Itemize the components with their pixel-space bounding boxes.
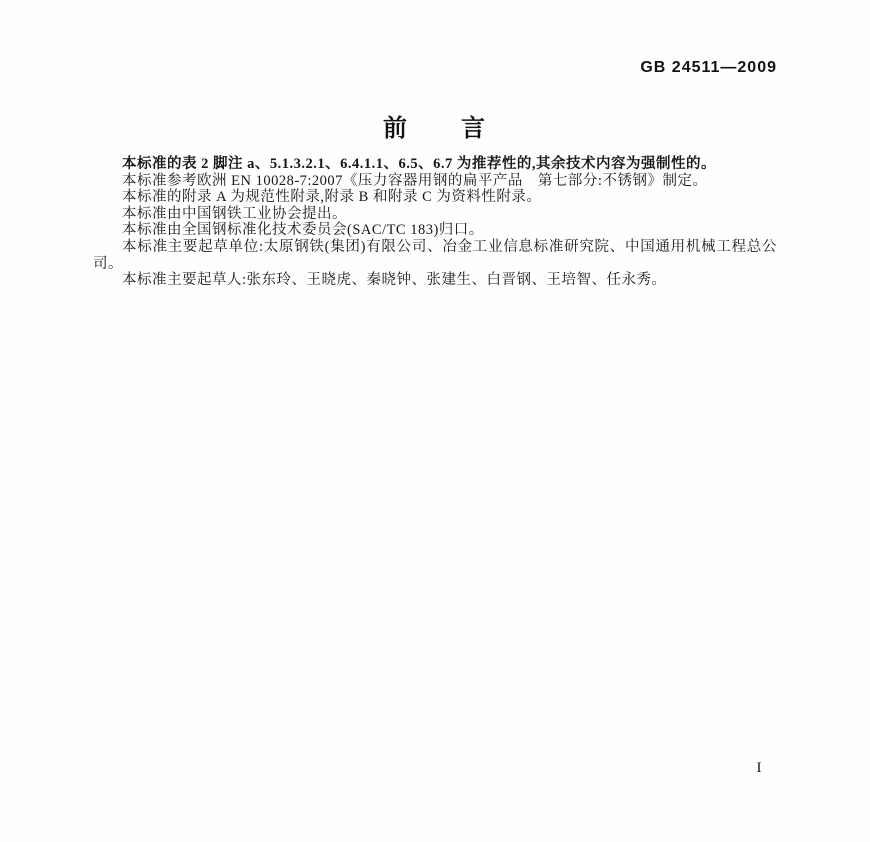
page-number: I [756, 760, 762, 776]
standard-number-header: GB 24511—2009 [640, 59, 777, 76]
foreword-body [93, 156, 777, 289]
foreword-paragraph-proposer: 本标准由中国钢铁工业协会提出。 [122, 205, 347, 222]
foreword-paragraph-annexes: 本标准的附录 A 为规范性附录,附录 B 和附录 C 为资料性附录。 [122, 189, 542, 206]
foreword-paragraph-reference: 本标准参考欧洲 EN 10028-7:2007《压力容器用钢的扁平产品 第七部分:不锈钢》制定。 [122, 172, 708, 189]
foreword-paragraph-drafting-organizations: 本标准主要起草单位:太原钢铁(集团)有限公司、冶金工业信息标准研究院、中国通用机械工程总公司。 [93, 238, 777, 272]
foreword-paragraph-compliance: 本标准的表 2 脚注 a、5.1.3.2.1、6.4.1.1、6.5、6.7 为推荐性的,其余技术内容为强制性的。 [122, 156, 716, 172]
foreword-paragraph-committee: 本标准由全国钢标准化技术委员会(SAC/TC 183)归口。 [122, 222, 484, 239]
foreword-title: 前 言 [383, 115, 487, 142]
foreword-paragraph-drafters: 本标准主要起草人:张东玲、王晓虎、秦晓钟、张建生、白晋钢、王培智、任永秀。 [122, 272, 667, 289]
